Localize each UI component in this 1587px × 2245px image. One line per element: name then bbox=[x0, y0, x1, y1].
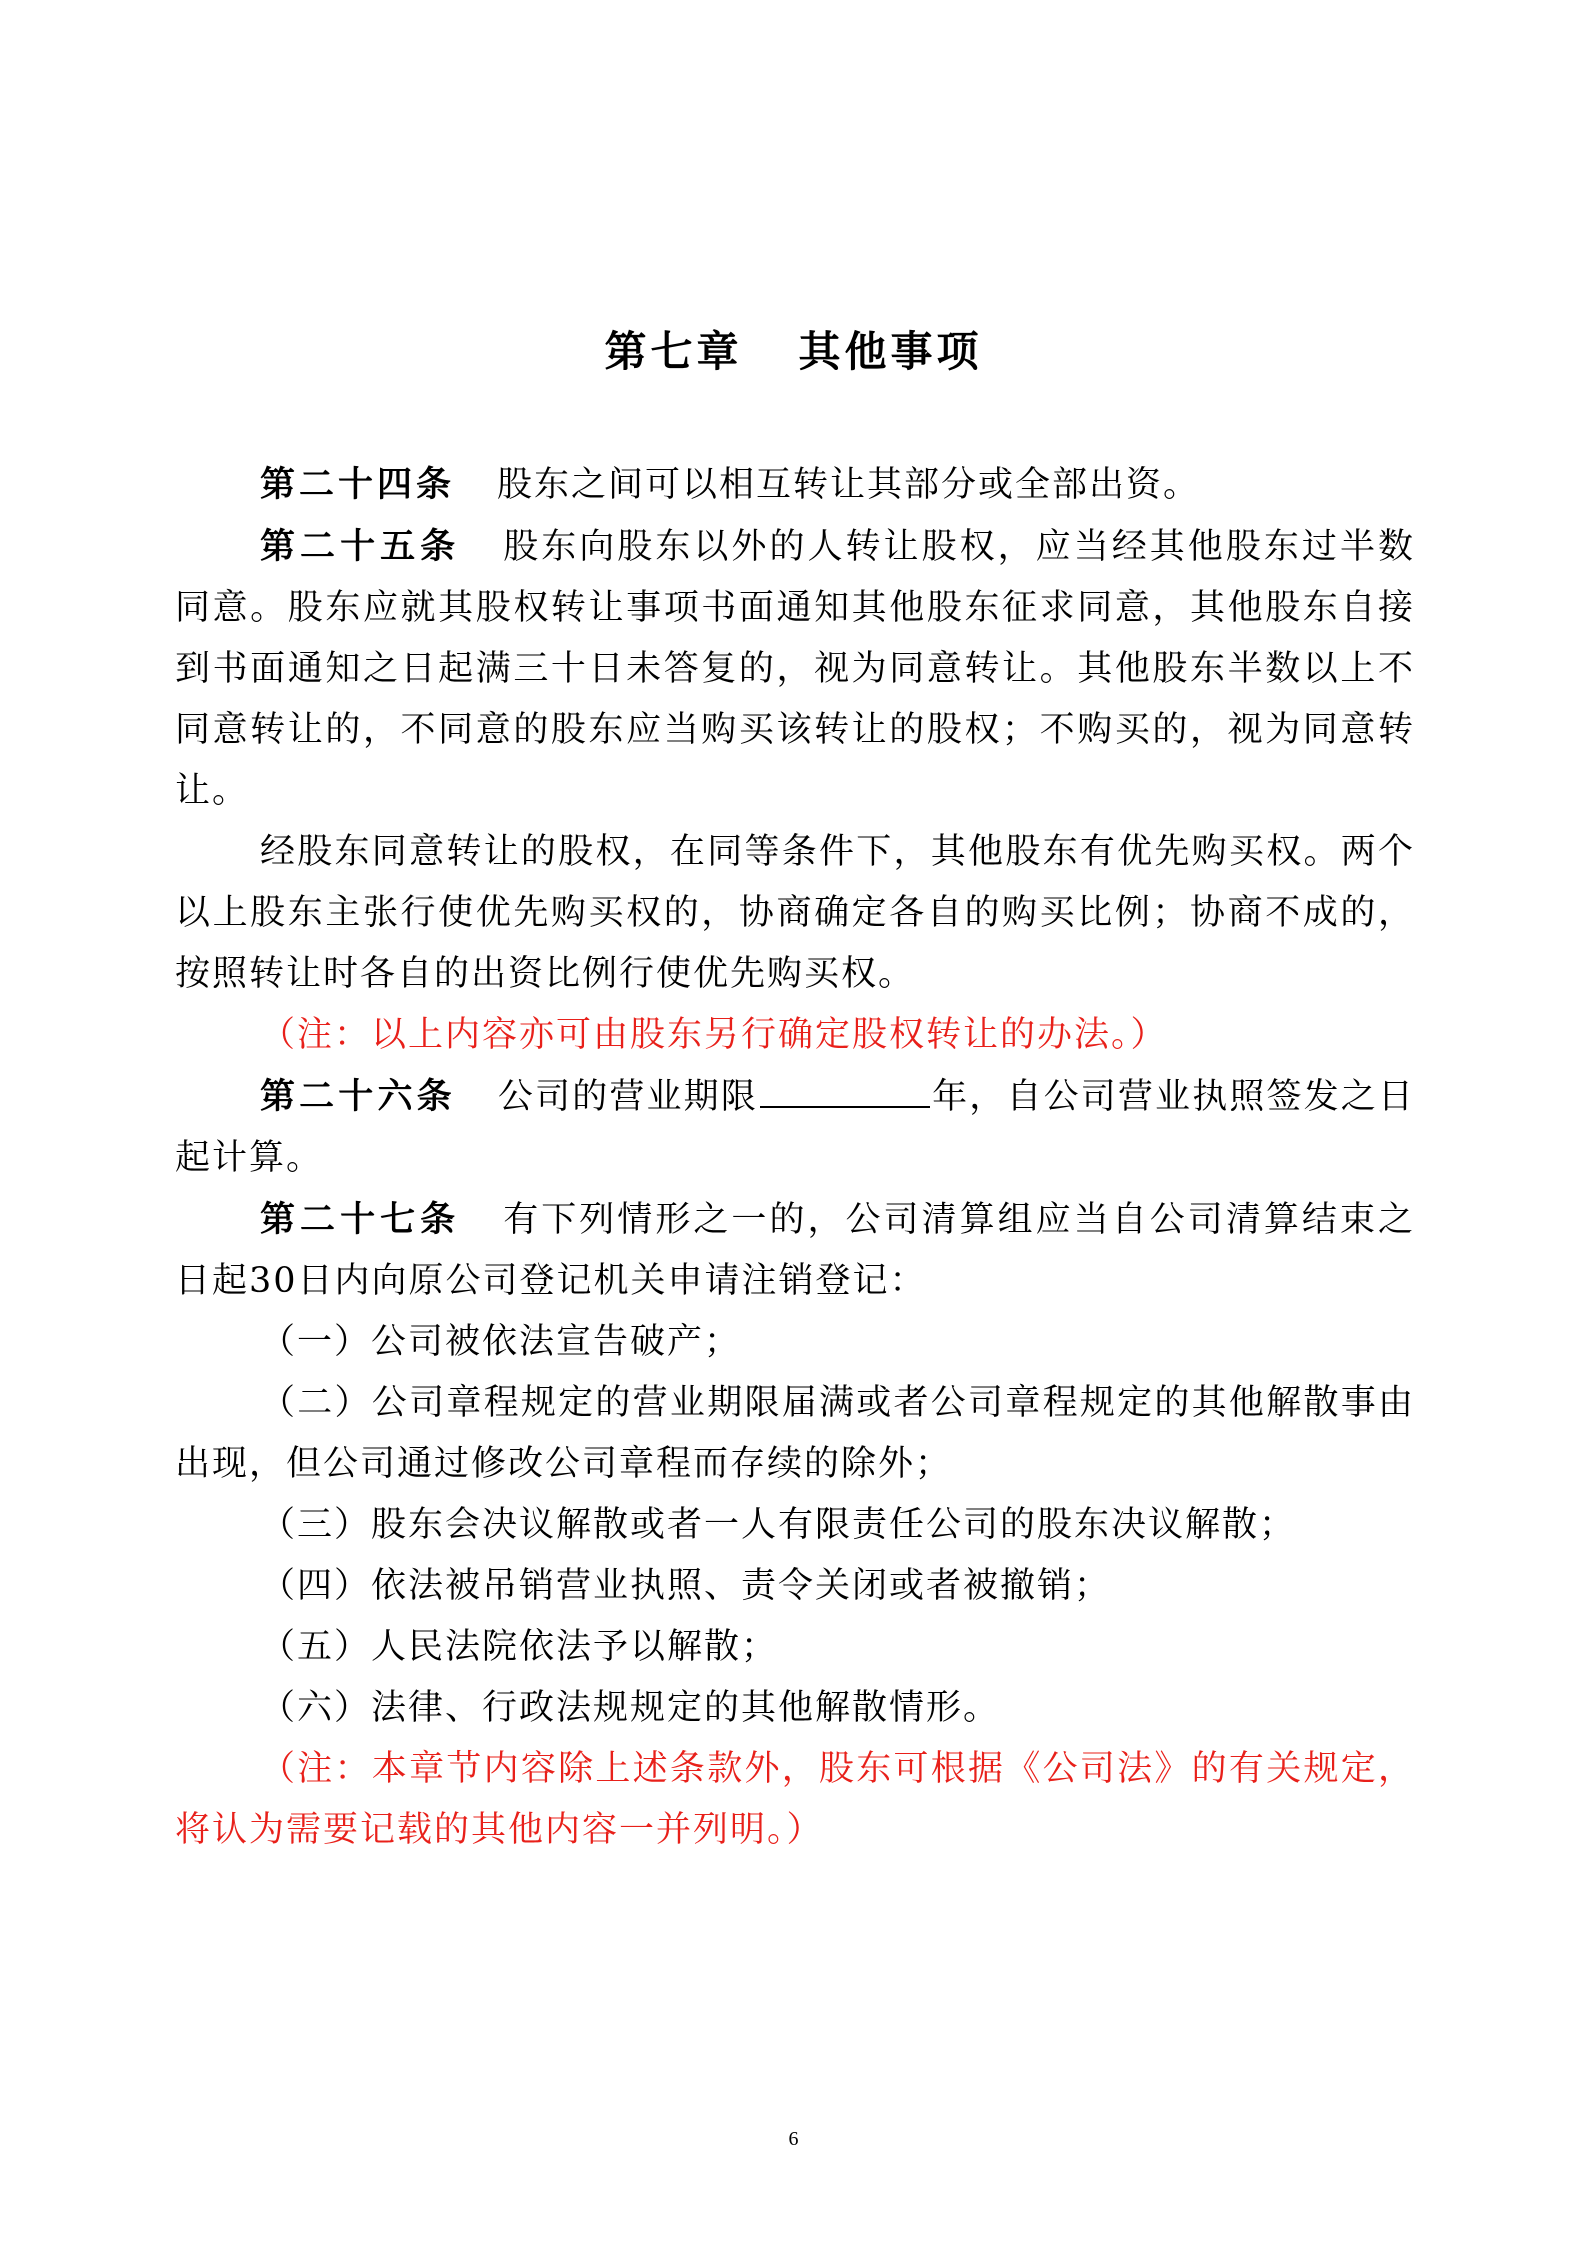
article-27 bbox=[175, 1189, 1415, 1312]
article-text: 股东之间可以相互转让其部分或全部出资。 bbox=[497, 465, 1201, 505]
list-item: （三）股东会决议解散或者一人有限责任公司的股东决议解散； bbox=[260, 1505, 1297, 1545]
article-number: 第二十六条 bbox=[260, 1076, 456, 1117]
article-25 bbox=[175, 516, 1415, 822]
term-years-blank[interactable] bbox=[760, 1072, 930, 1108]
article-24 bbox=[175, 454, 1415, 516]
chapter-name: 其他事项 bbox=[798, 327, 983, 376]
article-text: 有下列情形之一的，公司清算组应当自公司清算结束之日起30日内向原公司登记机关申请注销登记： bbox=[175, 1200, 1415, 1301]
list-item: （六）法律、行政法规规定的其他解散情形。 bbox=[260, 1688, 1001, 1728]
article-26 bbox=[175, 1066, 1415, 1189]
article-number: 第二十四条 bbox=[260, 464, 456, 505]
article-25-paragraph-2: 经股东同意转让的股权，在同等条件下，其他股东有优先购买权。两个以上股东主张行使优先购买权的，协商确定各自的购买比例；协商不成的，按照转让时各自的出资比例行使优先购买权。 bbox=[175, 832, 1415, 994]
list-item: （二）公司章程规定的营业期限届满或者公司章程规定的其他解散事由出现，但公司通过修改公司章程而存续的除外； bbox=[175, 1383, 1415, 1484]
list-item: （四）依法被吊销营业执照、责令关闭或者被撤销； bbox=[260, 1566, 1112, 1606]
article-number: 第二十五条 bbox=[260, 526, 461, 567]
page-number: 6 bbox=[788, 2128, 799, 2150]
document-body bbox=[175, 454, 1415, 1861]
chapter-title bbox=[0, 322, 1587, 382]
article-text: 股东向股东以外的人转让股权，应当经其他股东过半数同意。股东应就其股权转让事项书面通知其他股东征求同意，其他股东自接到书面通知之日起满三十日未答复的，视为同意转让。其他股东半数以上不同意转让的，不同意的股东应当购买该转让的股权；不购买的，视为同意转让。 bbox=[175, 527, 1415, 811]
article-text-after-blank: 年，自公司营业执照签发之日起计算。 bbox=[175, 1077, 1415, 1178]
article-25-note: （注：以上内容亦可由股东另行确定股权转让的办法。） bbox=[260, 1015, 1168, 1055]
chapter-number: 第七章 bbox=[604, 327, 743, 376]
list-item: （一）公司被依法宣告破产； bbox=[260, 1322, 742, 1362]
article-text-before-blank: 公司的营业期限 bbox=[497, 1077, 758, 1117]
list-item: （五）人民法院依法予以解散； bbox=[260, 1627, 779, 1667]
chapter-note: （注：本章节内容除上述条款外，股东可根据《公司法》的有关规定，将认为需要记载的其他内容一并列明。） bbox=[175, 1749, 1415, 1850]
article-number: 第二十七条 bbox=[260, 1199, 461, 1240]
